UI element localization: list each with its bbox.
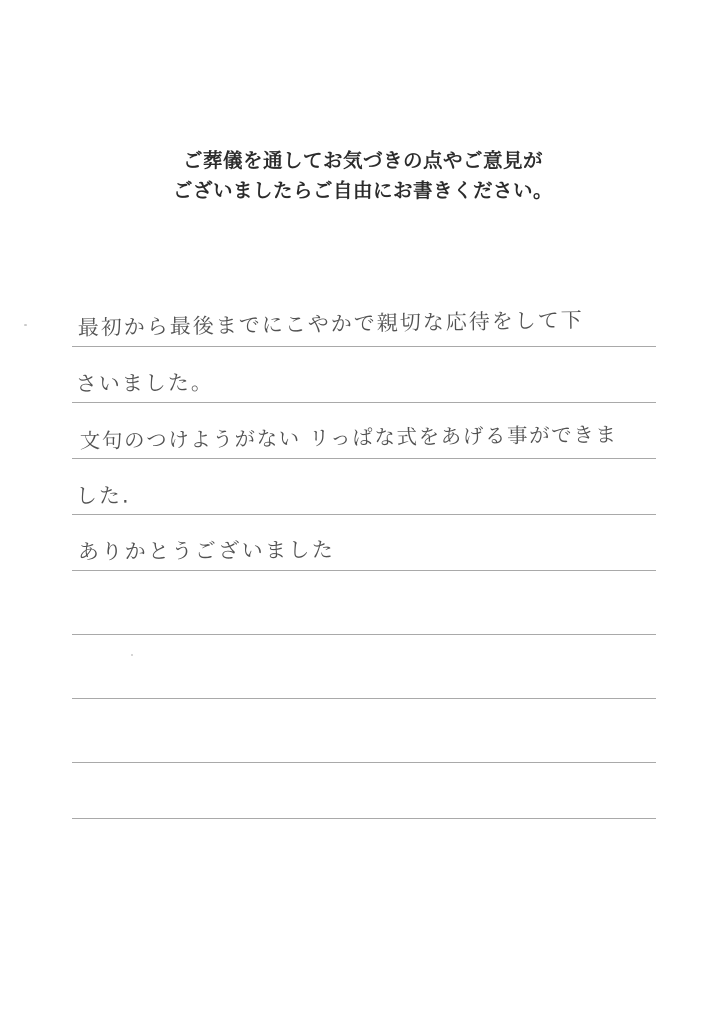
answer-area[interactable] bbox=[72, 286, 656, 826]
handwriting-line: 文句のつけようがない リっぱな式をあげる事ができま bbox=[79, 422, 618, 454]
rule-line bbox=[72, 818, 656, 819]
scan-speck bbox=[131, 654, 133, 656]
rule-line bbox=[72, 762, 656, 763]
handwriting-line: した. bbox=[75, 483, 131, 509]
prompt-line-1: ご葬儀を通してお気づきの点やご意見が bbox=[182, 149, 543, 172]
scan-speck bbox=[24, 324, 27, 326]
scan-margin-top bbox=[0, 0, 726, 26]
rule-line bbox=[72, 458, 656, 459]
page-title bbox=[0, 146, 726, 206]
handwriting-line: 最初から最後までにこやかで親切な応待をして下 bbox=[77, 308, 584, 341]
rule-line bbox=[72, 634, 656, 635]
handwriting-line: ありかとうございました bbox=[77, 537, 336, 565]
prompt-line-2: ございましたらご自由にお書きください。 bbox=[172, 179, 553, 202]
handwritten-answer bbox=[72, 286, 656, 826]
rule-line bbox=[72, 698, 656, 699]
rule-line bbox=[72, 402, 656, 403]
rule-line bbox=[72, 514, 656, 515]
rule-line bbox=[72, 346, 656, 347]
rule-line bbox=[72, 570, 656, 571]
handwriting-line: さいました。 bbox=[75, 370, 214, 397]
